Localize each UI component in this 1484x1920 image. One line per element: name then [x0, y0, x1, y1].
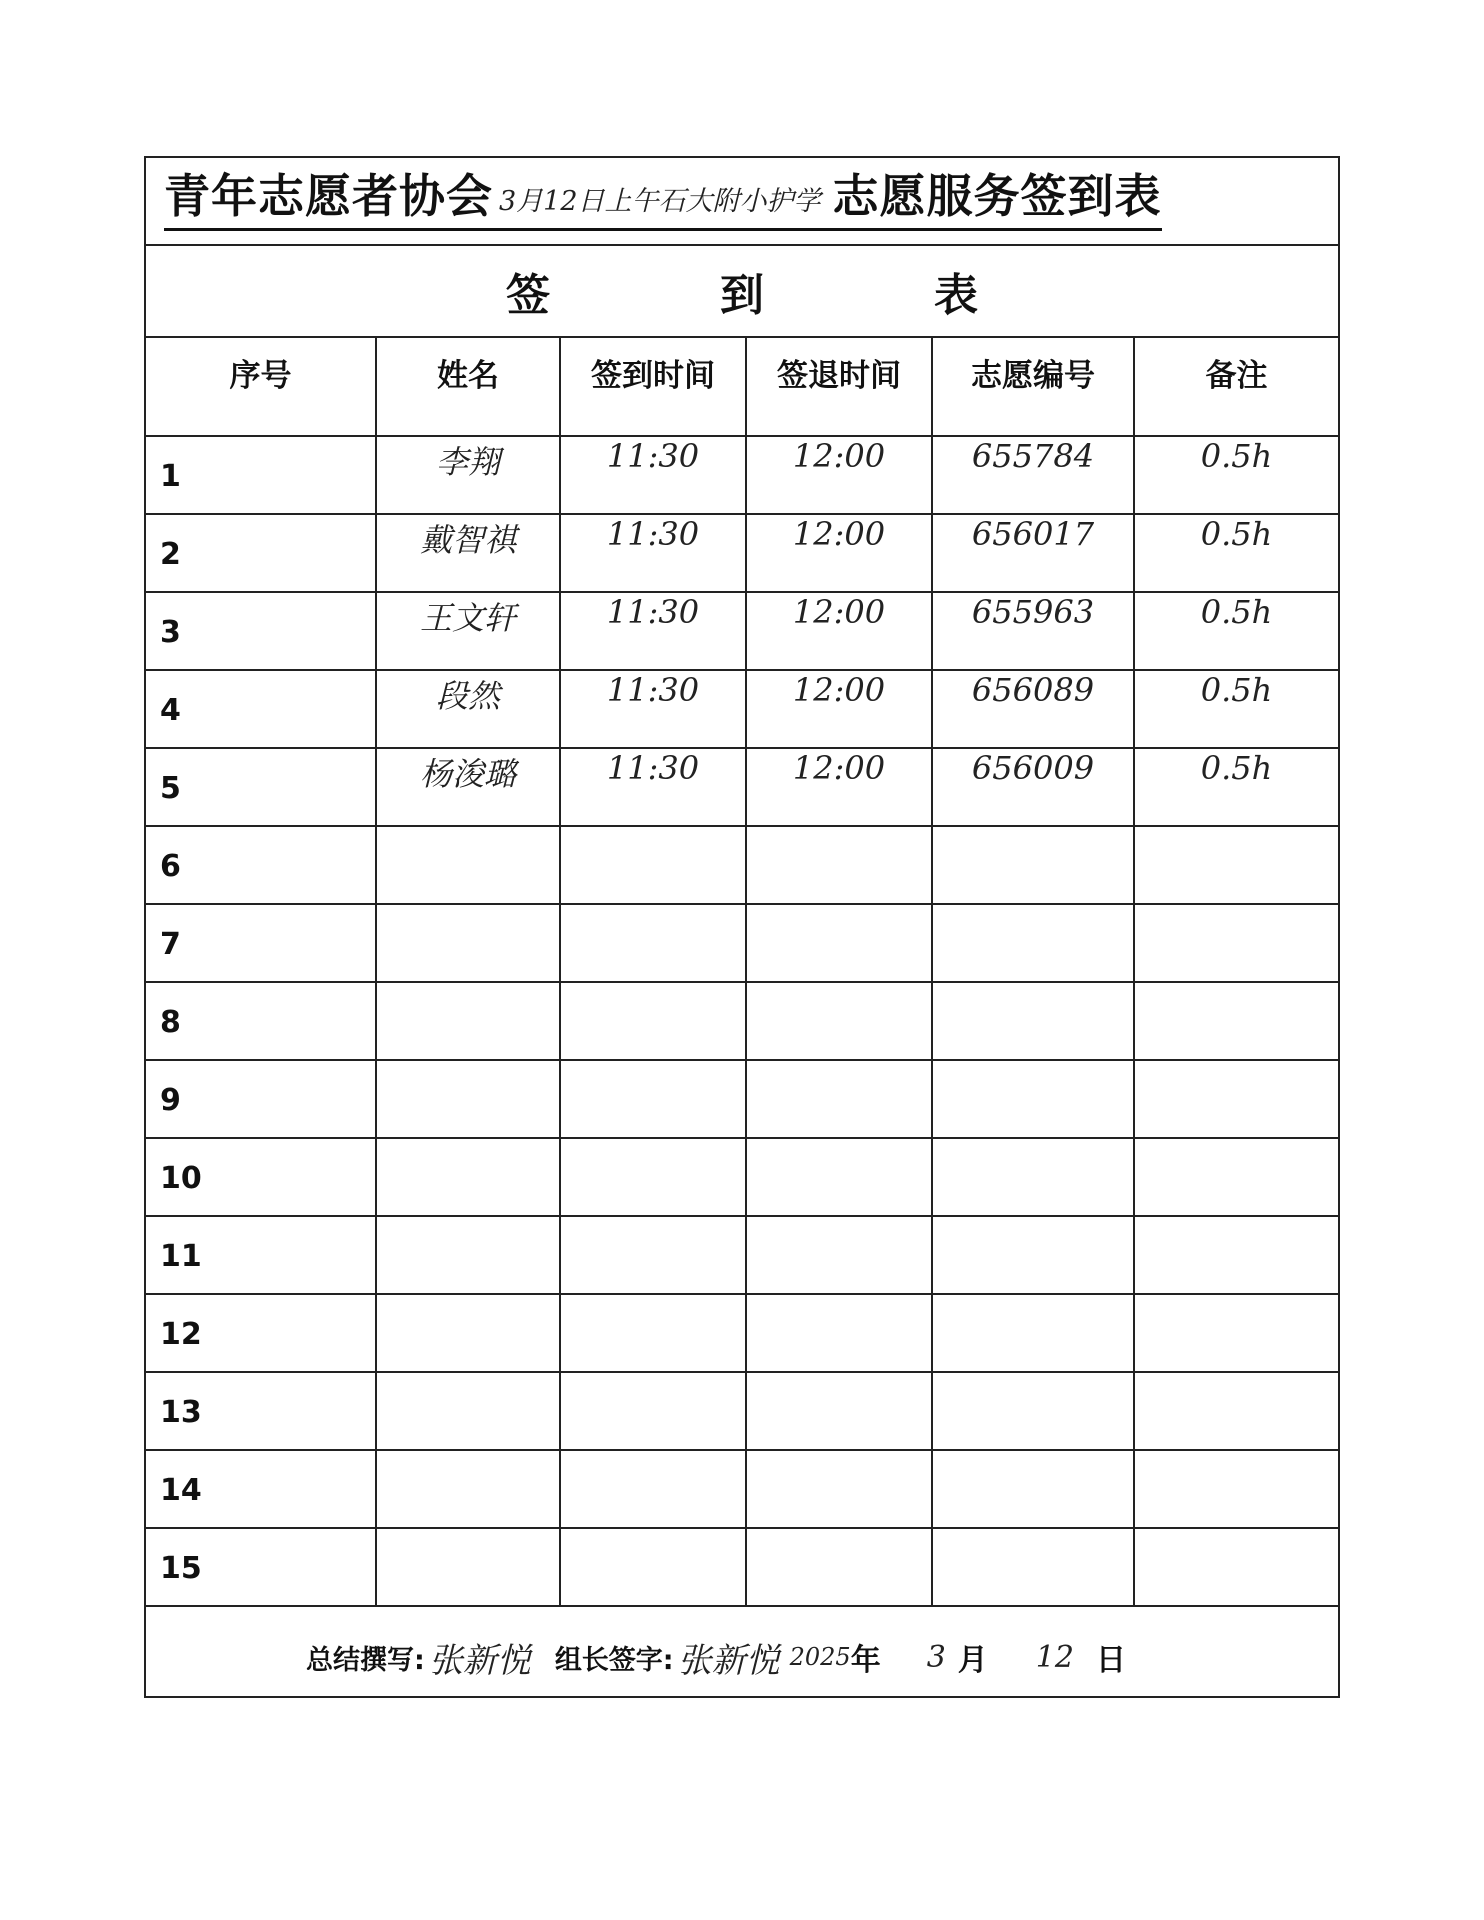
header-volunteer-id: 志愿编号 [932, 338, 1134, 436]
cell-volunteer-id [932, 826, 1134, 904]
subtitle-row [146, 246, 1338, 338]
cell-sign-out-time [746, 1372, 932, 1450]
table-row [146, 1294, 1338, 1372]
cell-index: 1 [146, 436, 376, 514]
cell-name: 戴智祺 [376, 514, 560, 592]
cell-sign-out-time [746, 1216, 932, 1294]
title-suffix: 志愿服务签到表 [832, 169, 1162, 223]
cell-volunteer-id: 656089 [932, 670, 1134, 748]
cell-sign-in-time [560, 1060, 746, 1138]
cell-sign-in-time: 11:30 [560, 592, 746, 670]
date-month-unit: 月 [957, 1643, 988, 1678]
date-day: 12 [1035, 1639, 1074, 1675]
cell-sign-in-time: 11:30 [560, 514, 746, 592]
cell-note [1134, 1216, 1338, 1294]
cell-index: 5 [146, 748, 376, 826]
cell-note [1134, 1372, 1338, 1450]
page-title [164, 166, 1162, 231]
title-row [146, 158, 1338, 246]
subtitle: 签到表 [506, 270, 1148, 321]
cell-note: 0.5h [1134, 748, 1338, 826]
cell-sign-in-time [560, 1450, 746, 1528]
cell-sign-out-time: 12:00 [746, 436, 932, 514]
cell-name [376, 1216, 560, 1294]
cell-index: 10 [146, 1138, 376, 1216]
cell-name [376, 982, 560, 1060]
cell-name: 段然 [376, 670, 560, 748]
table-row [146, 748, 1338, 826]
cell-volunteer-id [932, 1450, 1134, 1528]
cell-sign-out-time [746, 982, 932, 1060]
cell-index: 14 [146, 1450, 376, 1528]
cell-volunteer-id [932, 1372, 1134, 1450]
cell-name [376, 1294, 560, 1372]
header-row [146, 338, 1338, 436]
cell-index: 2 [146, 514, 376, 592]
title-handwritten-event: 3月12日上午石大附小护学 [499, 186, 821, 217]
cell-sign-in-time [560, 982, 746, 1060]
cell-name: 王文轩 [376, 592, 560, 670]
cell-sign-out-time [746, 1060, 932, 1138]
cell-name [376, 1528, 560, 1606]
table-row [146, 1216, 1338, 1294]
title-prefix: 青年志愿者协会 [164, 169, 493, 223]
cell-sign-in-time [560, 904, 746, 982]
table-row [146, 436, 1338, 514]
cell-note [1134, 1138, 1338, 1216]
cell-volunteer-id [932, 904, 1134, 982]
cell-sign-in-time: 11:30 [560, 748, 746, 826]
cell-index: 9 [146, 1060, 376, 1138]
cell-sign-out-time: 12:00 [746, 592, 932, 670]
leader-signature: 张新悦 [677, 1640, 780, 1681]
cell-sign-out-time [746, 1138, 932, 1216]
table-row [146, 514, 1338, 592]
table-row [146, 1060, 1338, 1138]
cell-volunteer-id [932, 982, 1134, 1060]
cell-volunteer-id [932, 1060, 1134, 1138]
cell-volunteer-id [932, 1528, 1134, 1606]
cell-index: 7 [146, 904, 376, 982]
table-row [146, 592, 1338, 670]
cell-name [376, 1060, 560, 1138]
cell-volunteer-id [932, 1294, 1134, 1372]
header-sign-out-time: 签退时间 [746, 338, 932, 436]
cell-note: 0.5h [1134, 670, 1338, 748]
table-body [146, 436, 1338, 1606]
cell-sign-in-time [560, 1138, 746, 1216]
cell-sign-out-time [746, 1294, 932, 1372]
cell-note [1134, 826, 1338, 904]
table-row [146, 904, 1338, 982]
cell-note [1134, 982, 1338, 1060]
cell-note [1134, 1060, 1338, 1138]
cell-note: 0.5h [1134, 436, 1338, 514]
cell-volunteer-id: 655784 [932, 436, 1134, 514]
sign-in-table [146, 338, 1338, 1607]
cell-sign-out-time [746, 1528, 932, 1606]
cell-note [1134, 1294, 1338, 1372]
table-row [146, 826, 1338, 904]
date-year-unit: 年 [850, 1643, 881, 1678]
cell-index: 11 [146, 1216, 376, 1294]
cell-note [1134, 1450, 1338, 1528]
cell-index: 13 [146, 1372, 376, 1450]
table-row [146, 1372, 1338, 1450]
cell-volunteer-id [932, 1216, 1134, 1294]
cell-name: 杨浚璐 [376, 748, 560, 826]
cell-index: 3 [146, 592, 376, 670]
cell-name [376, 826, 560, 904]
table-row [146, 1450, 1338, 1528]
cell-sign-in-time: 11:30 [560, 436, 746, 514]
cell-name: 李翔 [376, 436, 560, 514]
cell-sign-out-time [746, 826, 932, 904]
table-row [146, 982, 1338, 1060]
cell-sign-out-time: 12:00 [746, 748, 932, 826]
cell-note [1134, 904, 1338, 982]
table-row [146, 1528, 1338, 1606]
cell-name [376, 1138, 560, 1216]
header-name: 姓名 [376, 338, 560, 436]
cell-name [376, 1372, 560, 1450]
cell-index: 4 [146, 670, 376, 748]
cell-index: 12 [146, 1294, 376, 1372]
header-note: 备注 [1134, 338, 1338, 436]
cell-sign-in-time [560, 1216, 746, 1294]
cell-sign-in-time [560, 1294, 746, 1372]
leader-label: 组长签字: [554, 1644, 674, 1676]
cell-volunteer-id: 656017 [932, 514, 1134, 592]
cell-sign-out-time [746, 1450, 932, 1528]
cell-sign-out-time [746, 904, 932, 982]
table-row [146, 1138, 1338, 1216]
cell-sign-in-time [560, 826, 746, 904]
footer-row [146, 1618, 1338, 1696]
cell-note [1134, 1528, 1338, 1606]
date-month: 3 [926, 1639, 946, 1675]
cell-sign-out-time: 12:00 [746, 514, 932, 592]
header-index: 序号 [146, 338, 376, 436]
date-day-unit: 日 [1095, 1643, 1126, 1678]
cell-volunteer-id: 656009 [932, 748, 1134, 826]
sign-in-sheet [144, 156, 1340, 1698]
table-row [146, 670, 1338, 748]
summary-signature: 张新悦 [428, 1640, 531, 1681]
cell-volunteer-id: 655963 [932, 592, 1134, 670]
cell-sign-in-time [560, 1528, 746, 1606]
cell-note: 0.5h [1134, 592, 1338, 670]
cell-volunteer-id [932, 1138, 1134, 1216]
cell-sign-out-time: 12:00 [746, 670, 932, 748]
cell-name [376, 1450, 560, 1528]
cell-sign-in-time [560, 1372, 746, 1450]
header-sign-in-time: 签到时间 [560, 338, 746, 436]
cell-index: 6 [146, 826, 376, 904]
cell-index: 8 [146, 982, 376, 1060]
summary-label: 总结撰写: [306, 1644, 425, 1676]
date-year: 2025 [789, 1643, 851, 1671]
cell-sign-in-time: 11:30 [560, 670, 746, 748]
cell-index: 15 [146, 1528, 376, 1606]
cell-note: 0.5h [1134, 514, 1338, 592]
cell-name [376, 904, 560, 982]
